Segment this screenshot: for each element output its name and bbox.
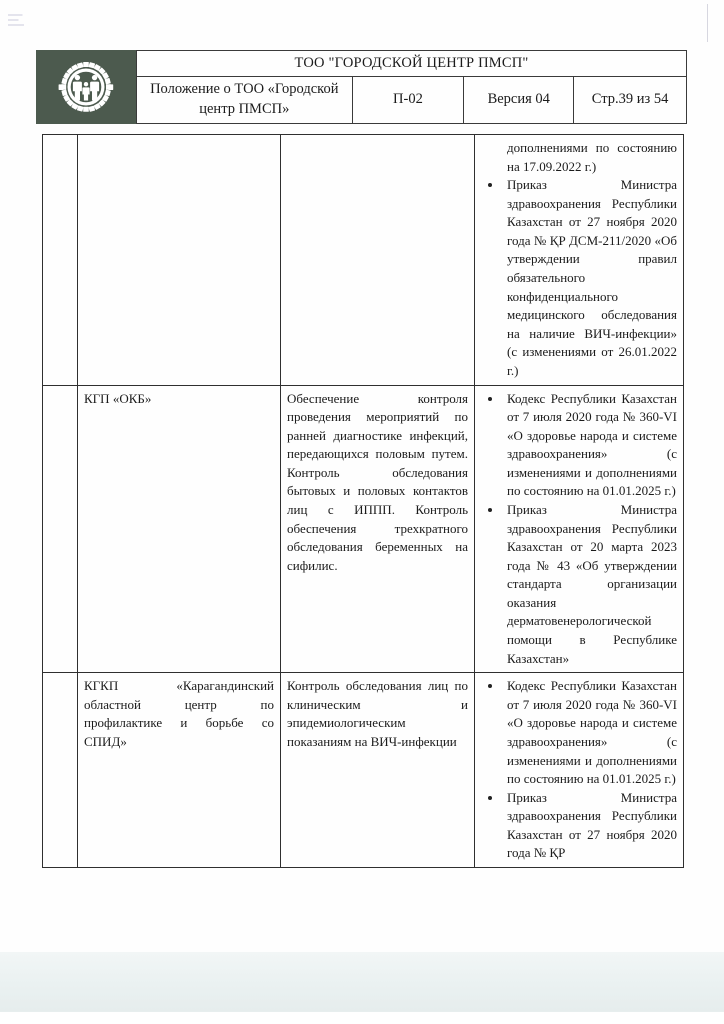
row-number-cell xyxy=(43,673,78,868)
list-item: Приказ Министра здравоохранения Республики Казахстан от 20 марта 2023 года № 43 «Об утверждении стандарта организации оказания дерматовенерологической помощи в Республике Казахстан» xyxy=(481,501,677,668)
scan-artifact-edge-line xyxy=(707,4,708,42)
document-header xyxy=(36,50,687,124)
list-item: Кодекс Республики Казахстан от 7 июля 2020 года № 360-VI «О здоровье народа и системе здравоохранения» (с изменениями и дополнениями по состоянию на 01.01.2025 г.) xyxy=(481,390,677,501)
responsibilities-table xyxy=(42,134,684,868)
normative-list xyxy=(481,176,677,380)
row-organization-cell: КГП «ОКБ» xyxy=(78,385,281,673)
document-code: П-02 xyxy=(352,77,464,124)
row-normative-cell xyxy=(475,673,684,868)
family-in-gear-circle-icon xyxy=(49,61,123,113)
normative-list xyxy=(481,390,677,669)
document-name: Положение о ТОО «Городской центр ПМСП» xyxy=(137,77,353,124)
table-row xyxy=(43,135,684,386)
row-task-cell: Контроль обследования лиц по клиническим и эпидемиологическим показаниям на ВИЧ-инфекции xyxy=(281,673,475,868)
list-item: Приказ Министра здравоохранения Республики Казахстан от 27 ноября 2020 года № ҚР ДСМ-211/2020 «Об утверждении правил обязательного конфиденциального медицинского обследования на наличие ВИЧ-инфекции» (с изменениями от 26.01.2022 г.) xyxy=(481,176,677,380)
row-normative-cell xyxy=(475,135,684,386)
row-organization-cell xyxy=(78,135,281,386)
header-title-row xyxy=(137,51,687,77)
scan-bottom-margin xyxy=(0,952,724,1024)
header-info-table xyxy=(136,50,687,124)
row-task-cell xyxy=(281,135,475,386)
row-task-cell: Обеспечение контроля проведения мероприятий по ранней диагностике инфекций, передающихся половым путем. Контроль обследования бытовых и половых контактов лиц с ИППП. Контроль обеспечения трехкратного обследования беременных на сифилис. xyxy=(281,385,475,673)
table-row xyxy=(43,673,684,868)
scan-artifact-smudge xyxy=(8,12,34,30)
row-number-cell xyxy=(43,385,78,673)
row-normative-cell xyxy=(475,385,684,673)
document-version: Версия 04 xyxy=(464,77,574,124)
row-number-cell xyxy=(43,135,78,386)
list-item: Приказ Министра здравоохранения Республики Казахстан от 27 ноября 2020 года № ҚР xyxy=(481,789,677,863)
normative-list xyxy=(481,677,677,863)
organization-title: ТОО "ГОРОДСКОЙ ЦЕНТР ПМСП" xyxy=(137,51,687,77)
document-page-number: Стр.39 из 54 xyxy=(574,77,687,124)
organization-logo xyxy=(36,50,136,124)
table-row xyxy=(43,385,684,673)
row-organization-cell: КГКП «Карагандинский областной центр по профилактике и борьбе со СПИД» xyxy=(78,673,281,868)
header-meta-row xyxy=(137,77,687,124)
normative-carryover-text: дополнениями по состоянию на 17.09.2022 г.) xyxy=(507,140,677,174)
list-item: Кодекс Республики Казахстан от 7 июля 2020 года № 360-VI «О здоровье народа и системе здравоохранения» (с изменениями и дополнениями по состоянию на 01.01.2025 г.) xyxy=(481,677,677,788)
